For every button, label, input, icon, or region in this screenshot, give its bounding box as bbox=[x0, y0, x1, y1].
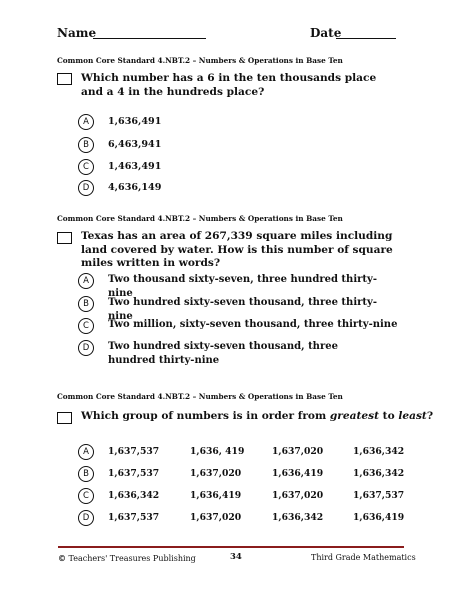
q2-option-d-text: Two hundred sixty-seven thousand, three hundred thirty-nine bbox=[108, 341, 338, 366]
q3-option-b-circle[interactable]: B bbox=[78, 466, 94, 482]
q3-checkbox[interactable] bbox=[57, 412, 72, 424]
q3-option-a-value-4: 1,636,342 bbox=[353, 446, 405, 457]
footer-subject: Third Grade Mathematics bbox=[311, 553, 416, 562]
q1-option-c-circle[interactable]: C bbox=[78, 159, 94, 175]
q3-option-d-circle[interactable]: D bbox=[78, 510, 94, 526]
q2-question: Texas has an area of 267,339 square miles including land covered by water. How is this number of square miles written in words? bbox=[81, 230, 393, 269]
q3-option-b-value-4: 1,636,342 bbox=[353, 468, 405, 479]
footer-publisher: © Teachers' Treasures Publishing bbox=[58, 553, 196, 563]
q3-option-c-value-1: 1,636,342 bbox=[108, 490, 160, 501]
q2-option-c-text: Two million, sixty-seven thousand, three thirty-nine bbox=[108, 319, 398, 330]
q3-option-d-value-2: 1,637,020 bbox=[190, 512, 242, 523]
page-number: 34 bbox=[230, 552, 242, 562]
name-label: Name bbox=[57, 26, 97, 40]
q3-option-a-circle[interactable]: A bbox=[78, 444, 94, 460]
footer-rule bbox=[58, 546, 404, 548]
q1-standard: Common Core Standard 4.NBT.2 – Numbers & Operations in Base Ten bbox=[57, 56, 343, 65]
copyright-icon: © bbox=[58, 553, 66, 563]
q2-option-d-circle[interactable]: D bbox=[78, 340, 94, 356]
q2-option-a-text: Two thousand sixty-seven, three hundred thirty-nine bbox=[108, 274, 377, 299]
date-label: Date bbox=[310, 26, 342, 40]
q3-option-b-value-1: 1,637,537 bbox=[108, 468, 160, 479]
q3-option-a-value-3: 1,637,020 bbox=[272, 446, 324, 457]
q3-question: Which group of numbers is in order from greatest to least? bbox=[81, 410, 434, 422]
q1-checkbox[interactable] bbox=[57, 73, 72, 85]
q3-option-a-value-1: 1,637,537 bbox=[108, 446, 160, 457]
q2-option-a-circle[interactable]: A bbox=[78, 273, 94, 289]
q2-option-b-circle[interactable]: B bbox=[78, 296, 94, 312]
q3-option-c-value-4: 1,637,537 bbox=[353, 490, 405, 501]
q1-option-a-text: 1,636,491 bbox=[108, 116, 162, 127]
q3-option-c-value-2: 1,636,419 bbox=[190, 490, 242, 501]
name-field[interactable] bbox=[93, 38, 206, 39]
q3-option-d-value-1: 1,637,537 bbox=[108, 512, 160, 523]
q1-option-b-circle[interactable]: B bbox=[78, 137, 94, 153]
q3-option-d-value-4: 1,636,419 bbox=[353, 512, 405, 523]
q3-option-a-value-2: 1,636, 419 bbox=[190, 446, 245, 457]
q1-option-a-circle[interactable]: A bbox=[78, 114, 94, 130]
q3-standard: Common Core Standard 4.NBT.2 – Numbers & Operations in Base Ten bbox=[57, 392, 343, 401]
q2-standard: Common Core Standard 4.NBT.2 – Numbers & Operations in Base Ten bbox=[57, 214, 343, 223]
q1-option-d-circle[interactable]: D bbox=[78, 180, 94, 196]
date-field[interactable] bbox=[336, 38, 396, 39]
q1-option-d-text: 4,636,149 bbox=[108, 182, 162, 193]
q1-option-b-text: 6,463,941 bbox=[108, 139, 162, 150]
q3-option-b-value-3: 1,636,419 bbox=[272, 468, 324, 479]
q2-option-b-text: Two hundred sixty-seven thousand, three thirty-nine bbox=[108, 297, 377, 322]
q3-option-b-value-2: 1,637,020 bbox=[190, 468, 242, 479]
q1-question: Which number has a 6 in the ten thousands place and a 4 in the hundreds place? bbox=[81, 72, 377, 98]
q3-option-d-value-3: 1,636,342 bbox=[272, 512, 324, 523]
q3-option-c-circle[interactable]: C bbox=[78, 488, 94, 504]
q3-option-c-value-3: 1,637,020 bbox=[272, 490, 324, 501]
q2-option-c-circle[interactable]: C bbox=[78, 318, 94, 334]
q2-checkbox[interactable] bbox=[57, 232, 72, 244]
q1-option-c-text: 1,463,491 bbox=[108, 161, 162, 172]
